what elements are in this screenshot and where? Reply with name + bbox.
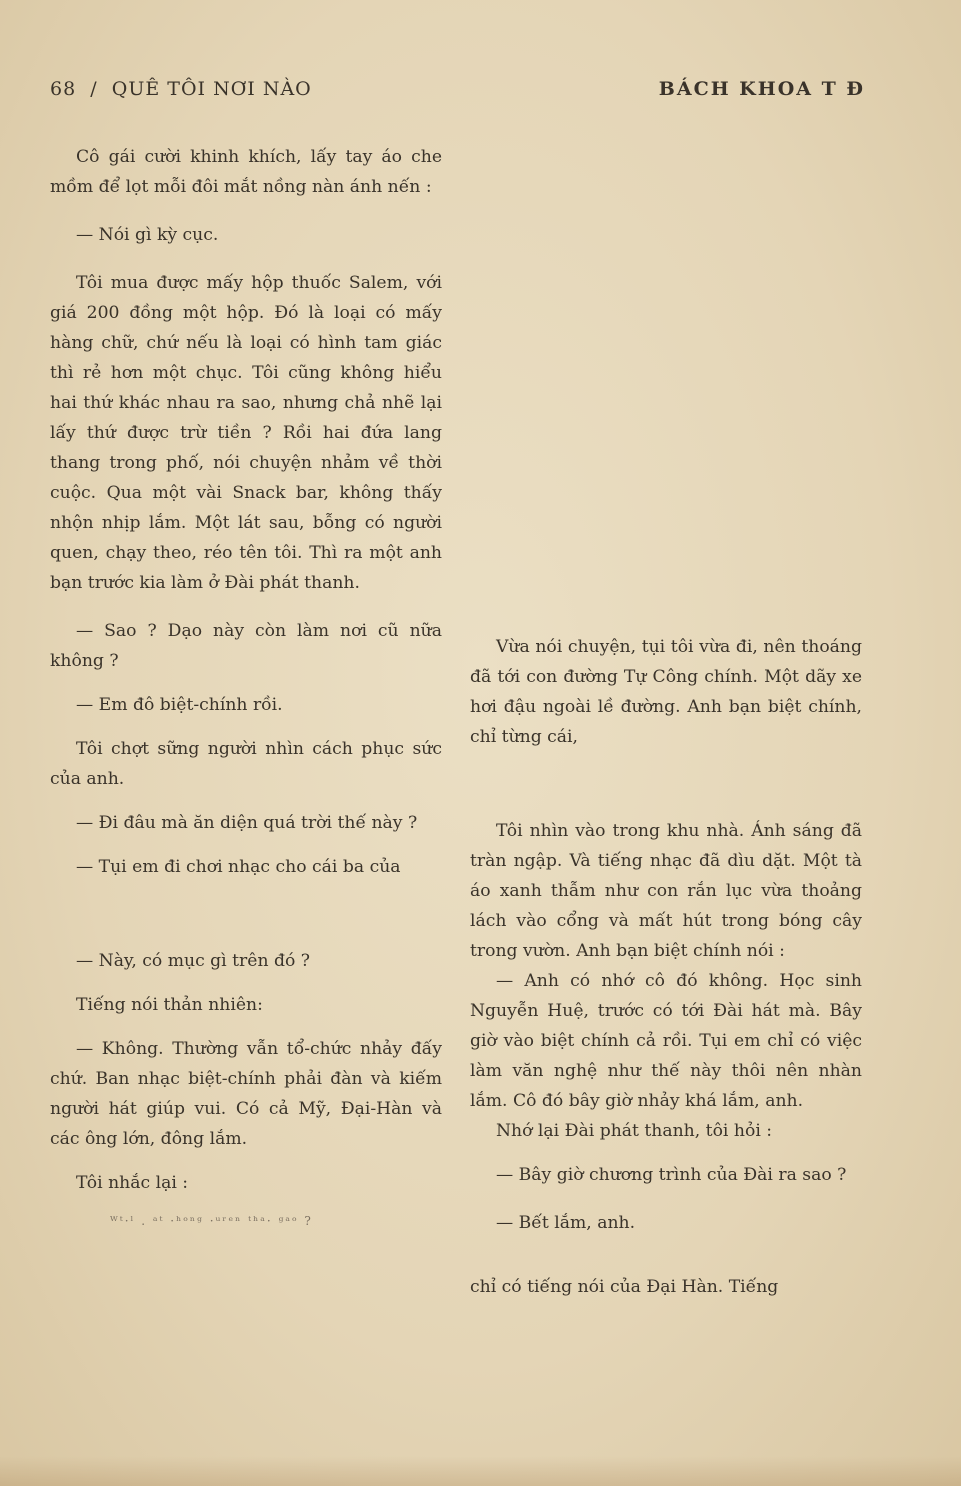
paragraph: — Anh có nhớ cô đó không. Học sinh Nguyễn Huệ, trước có tới Đài hát mà. Bây giờ vào biệt chính cả rồi. Tụi em chỉ có việc làm văn nghệ như thế này thôi nên nhàn lắm. Cô đó bây giờ nhảy khá lắm, anh. (470, 971, 862, 1111)
paragraph: — Bây giờ chương trình của Đài ra sao ? (496, 1165, 847, 1185)
paragraph: — Không. Thường vẫn tổ-chức nhảy đấy chứ. Ban nhạc biệt-chính phải đàn và kiếm người hát giúp vui. Có cả Mỹ, Đại-Hàn và các ông lớn, đông lắm. (50, 1039, 442, 1149)
paragraph: — Nói gì kỳ cục. (76, 225, 219, 245)
page-number: 68 (50, 78, 77, 100)
paragraph: Nhớ lại Đài phát thanh, tôi hỏi : (496, 1121, 773, 1141)
magazine-title: BÁCH KHOA T Đ (658, 78, 865, 100)
page-edge-shadow (0, 1456, 961, 1486)
paragraph: Tiếng nói thản nhiên: (76, 995, 263, 1015)
paragraph: Tôi nhìn vào trong khu nhà. Ánh sáng đã tràn ngập. Và tiếng nhạc đã dìu dặt. Một tà áo xanh thẫm như con rắn lục vừa thoảng lách vào cổng và mất hút trong bóng cây trong vườn. Anh bạn biệt chính nói : (470, 821, 862, 961)
header-left (50, 78, 312, 100)
paragraph: Cô gái cười khinh khích, lấy tay áo che mồm để lọt mỗi đôi mắt nồng nàn ánh nến : (50, 147, 442, 197)
left-column (50, 142, 442, 1236)
chapter-title: QUÊ TÔI NƠI NÀO (111, 78, 312, 100)
paragraph: — Bết lắm, anh. (496, 1213, 636, 1233)
right-column (470, 632, 862, 1302)
cut-off-line: ᵂᵗ·ˡ . ᵃᵗ ·ʰᵒⁿᵍ ·ᵘʳᵉⁿ ᵗʰᵃ· ᵍᵃᵒ ? (110, 1214, 313, 1228)
running-header (50, 78, 865, 108)
paragraph: — Đi đâu mà ăn diện quá trời thế này ? (76, 813, 418, 833)
paragraph: Tôi chợt sững người nhìn cách phục sức của anh. (50, 739, 442, 789)
paragraph: — Tụi em đi chơi nhạc cho cái ba của (76, 857, 401, 877)
paragraph: — Em đô biệt-chính rồi. (76, 695, 283, 715)
paragraph: Vừa nói chuyện, tụi tôi vừa đi, nên thoáng đã tới con đường Tự Công chính. Một dãy xe hơi đậu ngoài lề đường. Anh bạn biệt chính, chỉ từng cái, (470, 637, 862, 747)
paragraph: chỉ có tiếng nói của Đại Hàn. Tiếng (470, 1277, 779, 1297)
paragraph: — Sao ? Dạo này còn làm nơi cũ nữa không ? (50, 621, 442, 671)
paragraph: Tôi nhắc lại : (76, 1173, 189, 1193)
header-separator: / (90, 78, 98, 100)
paragraph: Tôi mua được mấy hộp thuốc Salem, với giá 200 đồng một hộp. Đó là loại có mấy hàng chữ, chứ nếu là loại có hình tam giác thì rẻ hơn một chục. Tôi cũng không hiểu hai thứ khác nhau ra sao, nhưng chả nhẽ lại lấy thứ được trừ tiền ? Rồi hai đứa lang thang trong phố, nói chuyện nhảm về thời cuộc. Qua một vài Snack bar, không thấy nhộn nhịp lắm. Một lát sau, bỗng có người quen, chạy theo, réo tên tôi. Thì ra một anh bạn trước kia làm ở Đài phát thanh. (50, 273, 442, 593)
paragraph: — Này, có mục gì trên đó ? (76, 951, 311, 971)
